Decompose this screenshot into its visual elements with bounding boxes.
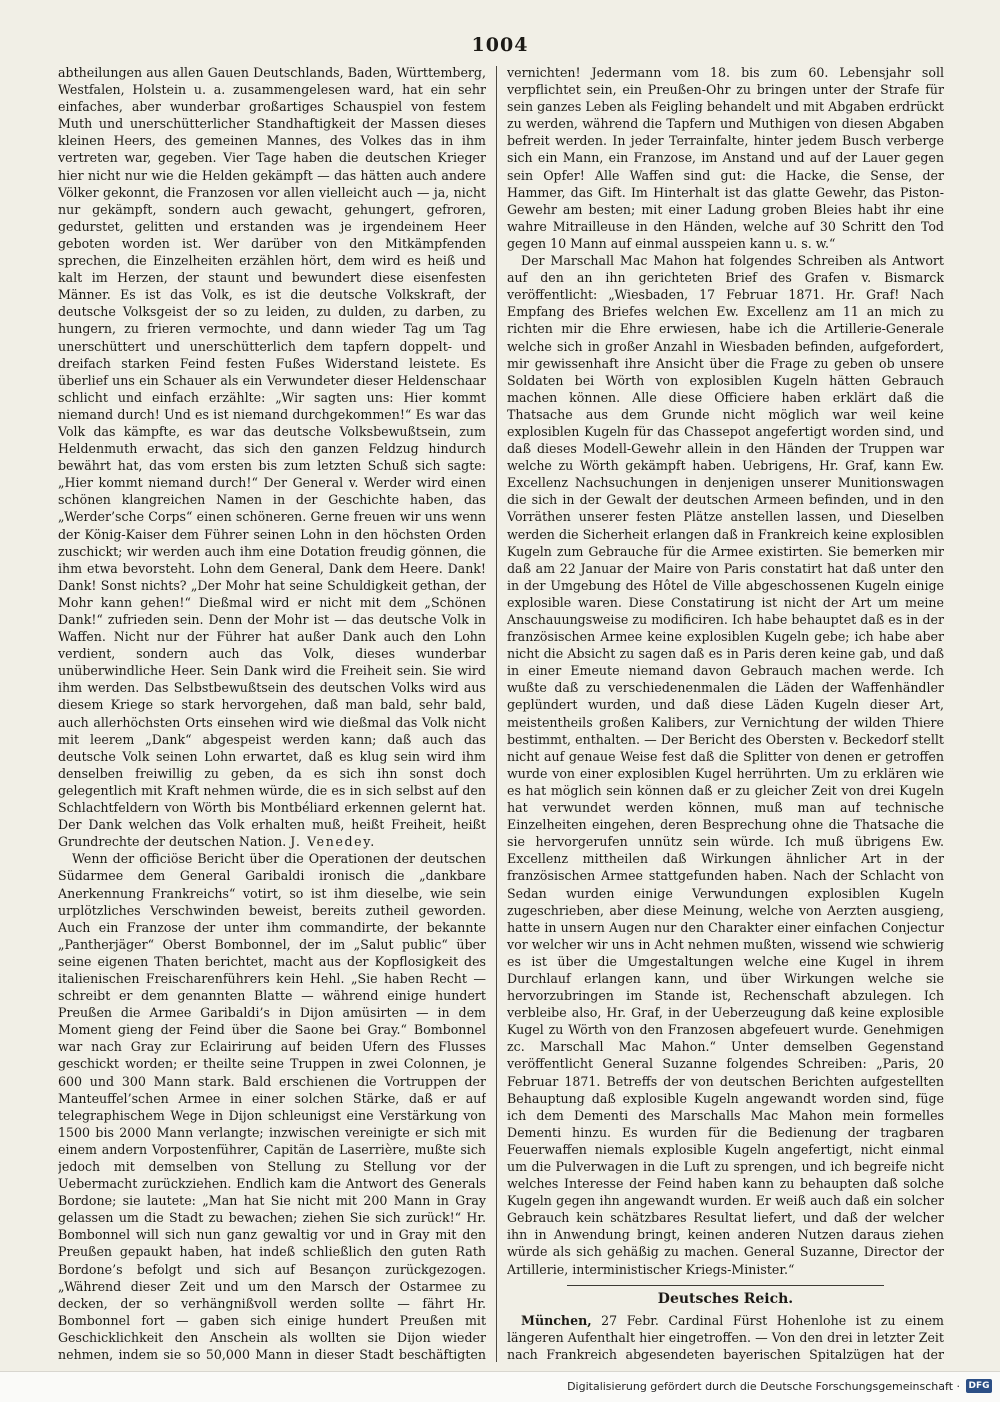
article-paragraph: Der Marschall Mac Mahon hat folgendes Schreiben als Antwort auf den an ihn gerichteten Brief des Grafen v. Bismarck veröffentlicht: „Wiesbaden, 17 Februar 1871. Hr. Graf! Nach Empfang des Briefes welchen Ew. Excellenz am 11 an mich zu richten mir die Ehre erwiesen, habe ich die Artillerie-Generale welche sich in großer Anzahl in Wiesbaden befinden, aufgefordert, mir gewissenhaft ihre Ansicht über die Frage zu geben ob unsere Soldaten bei Wörth von explosiblen Kugeln hätten Gebrauch machen können. Alle diese Officiere haben erklärt daß die Thatsache aus dem Grunde nicht möglich war weil keine explosiblen Kugeln für das Chassepot angefertigt worden sind, und daß dieses Modell-Gewehr allein in den Händen der Truppen war welche zu Wörth gekämpft haben. Uebrigens, Hr. Graf, kann Ew. Excellenz Nachsuchungen in denjenigen unserer Munitionswagen die sich in der Gewalt der deutschen Armeen befinden, und in den Vorräthen unserer festen Plätze anstellen lassen, und Dieselben werden die Sicherheit erlangen daß in Frankreich keine explosiblen Kugeln zum Gebrauche für die Armee existirten. Sie bemerken mir daß am 22 Januar der Maire von Paris constatirt hat daß unter den in der Umgebung des Hôtel de Ville abgeschossenen Kugeln einige explosible waren. Diese Constatirung ist nicht der Art um meine Anschauungsweise zu modificiren. Ich habe behauptet daß es in der französischen Armee keine explosiblen Kugeln gebe; ich habe aber nicht die Absicht zu sagen daß es in Paris deren keine gab, und daß in einer Emeute niemand davon Gebrauch machen werde. Ich wußte daß zu verschiedenenmalen die Läden der Waffenhändler geplündert wurden, und daß diese Läden Kugeln dieser Art, meistentheils großen Kalibers, zur Vernichtung der wilden Thiere bestimmt, enthalten. — Der Bericht des Obersten v. Beckedorf stellt nicht auf genaue Weise fest daß die Splitter von denen er getroffen wurde von einer explosiblen Kugel herrührten. Um zu erklären wie es hat möglich sein können daß er zu gleicher Zeit von drei Kugeln hat verwundet werden können, muß man auf technische Einzelheiten eingehen, deren Besprechung ohne die Thatsache die sie hervorgerufen unnütz sein würde. Ich muß übrigens Ew. Excellenz mittheilen daß Wirkungen ähnlicher Art in der französischen Armee stattgefunden haben. Nach der Schlacht von Sedan wurden einige Verwundungen explosiblen Kugeln zugeschrieben, aber diese Meinung, welche von Aerzten ausgieng, hatte in unsern Augen nur den Charakter einer einfachen Conjectur vor welcher wir uns in Acht nehmen mußten, wissend wie schwierig es ist über die Umgestaltungen welche eine Kugel in ihrem Durchlauf erlangen kann, und über Wirkungen welche sie hervorzubringen im Stande ist, Rechenschaft abzulegen. Ich verbleibe also, Hr. Graf, in der Ueberzeugung daß keine explosible Kugel zu Wörth von den Franzosen abgefeuert wurde. Genehmigen zc. Marschall Mac Mahon.“ Unter demselben Gegenstand veröffentlicht General Suzanne folgendes Schreiben: „Paris, 20 Februar 1871. Betreffs der von deutschen Berichten aufgestellten Behauptung daß explosible Kugeln angewandt worden sind, füge ich dem Dementi des Marschalls Mac Mahon mein formelles Dementi hinzu. Es wurden für die Bedienung der tragbaren Feuerwaffen niemals explosible Kugeln angefertigt, nicht einmal um die Pulverwagen in die Luft zu sprengen, und ich begreife nicht welches Interesse der Feind haben kann zu behaupten daß solche Kugeln gegen ihn angewandt wurden. Er weiß auch daß ein solcher Gebrauch kein schätzbares Resultat liefert, und daß der welcher ihn in Anwendung bringt, keinen anderen Nutzen daraus ziehen würde als sich gehäßig zu machen. General Suzanne, Director der Artillerie, interministischer Kriegs-Minister.“ [507,253,944,1277]
author-signature: J. Venedey. [290,834,376,850]
article-paragraph: Wenn der officiöse Bericht über die Operationen der deutschen Südarmee dem General Garibaldi ironisch die „dankbare Anerkennung Frankreichs“ votirt, so ist ihm dieselbe, wie sein urplötzliches Verschwinden beweist, bereits zutheil geworden. Auch ein Franzose der unter ihm commandirte, der bekannte „Pantherjäger“ Oberst Bombonnel, der im „Salut public“ über seine eigenen Thaten berichtet, macht aus der Kopflosigkeit des italienischen Freischarenführers kein Hehl. „Sie haben Recht — schreibt er dem genannten Blatte — während einige hundert Preußen die Armee Garibaldi’s in Dijon amüsirten — in dem Moment gieng der Feind über die Saone bei Gray.“ Bombonnel war nach Gray zur Eclairirung auf beiden Ufern des Flusses geschickt worden; er theilte seine Truppen in zwei Colonnen, je 600 und 300 Mann stark. Bald erschienen die Vortruppen der Manteuffel’schen Armee in einer solchen Stärke, daß er auf telegraphischem Wege in Dijon schleunigst eine Verstärkung von 1500 bis 2000 Mann verlangte; inzwischen vereinigte er sich mit einem andern Vorpostenführer, Capitän de Laserrière, mußte sich jedoch mit demselben von Stellung zu Stellung vor der Uebermacht zurückziehen. Endlich kam die Antwort des Generals Bordone; sie lautete: „Man hat Sie nicht mit 200 Mann in Gray gelassen um die Stadt zu bewachen; ziehen Sie sich zurück!“ Hr. Bombonnel will sich nun ganz gewaltig vor und in Gray mit den Preußen gepaukt haben, hat indeß schließlich den guten Rath Bordone’s befolgt und sich auf Besançon zurückgezogen. „Während dieser Zeit und um den Marsch der Ostarmee zu decken, der so verhängnißvoll werden sollte — fährt Hr. Bombonnel fort — gaben sich einige hundert Preußen mit Geschicklichkeit den Anschein als wollten sie Dijon wieder nehmen, indem sie so 50,000 Mann in dieser Stadt beschäftigten [58,851,486,1363]
digitization-footer [0,1371,1000,1402]
section-heading: Deutsches Reich. [657,1290,794,1307]
article-paragraph: vernichten! Jedermann vom 18. bis zum 60. Lebensjahr soll verpflichtet sein, ein Preußen-Ohr zu bringen unter der Strafe für sein ganzes Leben als Feigling behandelt und mit Abgaben erdrückt zu werden, während die Tapfern und Muthigen von diesen Abgaben befreit werden. In jeder Terrainfalte, hinter jedem Busch verberge sich ein Mann, ein Franzose, im Anstand und auf der Lauer gegen sein Opfer! Alle Waffen sind gut: die Hacke, die Sense, der Hammer, das Gift. Im Hinterhalt ist das glatte Gewehr, das Piston-Gewehr am besten; mit einer Ladung groben Bleies habt ihr eine wahre Mitrailleuse in den Händen, welche auf 30 Schritt den Tod gegen 10 Mann auf einmal ausspeien kann u. s. w.“ [507,65,944,251]
news-item-muenchen [507,1312,944,1364]
page-number: 1004 [471,34,529,56]
dateline-place: München, [521,1312,592,1328]
column-divider [496,66,497,1362]
footer-credit: Digitalisierung gefördert durch die Deutsche Forschungsgemeinschaft · [567,1380,960,1393]
right-column [507,64,944,1364]
paragraph-text: abtheilungen aus allen Gauen Deutschlands, Baden, Württemberg, Westfalen, Holstein u. a. zusammengelesen ward, hat ein sehr einfaches, aber wunderbar großartiges Schauspiel von festem Muth und unerschütterlicher Standhaftigkeit der Massen dieses kleinen Heers, des gemeinen Mannes, des Volkes das in ihm vertreten war, gegeben. Vier Tage haben die deutschen Krieger hier nicht nur wie die Helden gekämpft — das hätten auch andere Völker gekonnt, die Franzosen vor allen vielleicht auch — ja, nicht nur gekämpft, sondern auch gewacht, gehungert, gefroren, gedurstet, gelitten und erstanden was je irgendeinem Heer geboten worden ist. Wer darüber von den Mitkämpfenden sprechen, die Einzelheiten erzählen hört, dem wird es heiß und kalt im Herzen, der staunt und bewundert diese eisenfesten Männer. Es ist das Volk, es ist die deutsche Volkskraft, der deutsche Volksgeist der so zu leiden, zu dulden, zu darben, zu hungern, zu frieren vermochte, und dann wieder Tag um Tag unerschüttert und unerschütterlich dem tapfern doppelt- und dreifach starken Feind festen Fußes Widerstand leistete. Es überlief uns ein Schauer als ein Verwundeter dieser Heldenschaar schlicht und einfach erzählte: „Wir sagten uns: Hier kommt niemand durch! Und es ist niemand durchgekommen!“ Es war das Volk das kämpfte, es war das deutsche Volksbewußtsein, zum Heldenmuth erwacht, das sich den ganzen Feldzug hindurch bewährt hat, das vom ersten bis zum letzten Schuß sich sagte: „Hier kommt niemand durch!“ Der General v. Werder wird einen schönen klangreichen Namen in der Geschichte haben, das „Werder’sche Corps“ einen schöneren. Gerne freuen wir uns wenn der König-Kaiser dem Führer seinen Lohn in den höchsten Orden zuschickt; wir werden auch ihm eine Dotation freudig gönnen, die ihm etwa bevorsteht. Lohn dem General, Dank dem Heere. Dank! Dank! Sonst nichts? „Der Mohr hat seine Schuldigkeit gethan, der Mohr kann gehen!“ Dießmal wird er nicht mit dem „Schönen Dank!“ zufrieden sein. Denn der Mohr ist — das deutsche Volk in Waffen. Nicht nur der Führer hat außer Dank auch den Lohn verdient, sondern auch das Volk, dieses wunderbar unüberwindliche Heer. Sein Dank wird die Freiheit sein. Sie wird ihm werden. Das Selbstbewußtsein des deutschen Volks wird aus diesem Kriege so stark hervorgehen, daß man bald, sehr bald, auch allerhöchsten Orts einsehen wird wie dießmal das Volk nicht mit leerem „Dank“ abgespeist werden kann; daß auch das deutsche Volk seinen Lohn erwartet, daß es klug sein wird ihm denselben freiwillig zu geben, da es sich ihn sonst doch gelegentlich mit Kraft nehmen würde, die es in sich selbst auf den Schlachtfeldern von Wörth bis Montbéliard erkennen gelernt hat. Der Dank welchen das Volk erhalten muß, heißt Freiheit, heißt Grundrechte der deutschen Nation. [58,65,486,850]
left-column [58,64,486,1364]
article-paragraph [58,64,486,850]
news-text: 27 Febr. Cardinal Fürst Hohenlohe ist zu einem längeren Aufenthalt hier eingetroffen. — Von den drei in letzter Zeit nach Frankreich abgesendeten bayerischen Spitalzügen hat der [507,1312,944,1362]
section-divider [567,1285,884,1286]
dfg-logo-icon[interactable]: DFG [966,1379,992,1393]
